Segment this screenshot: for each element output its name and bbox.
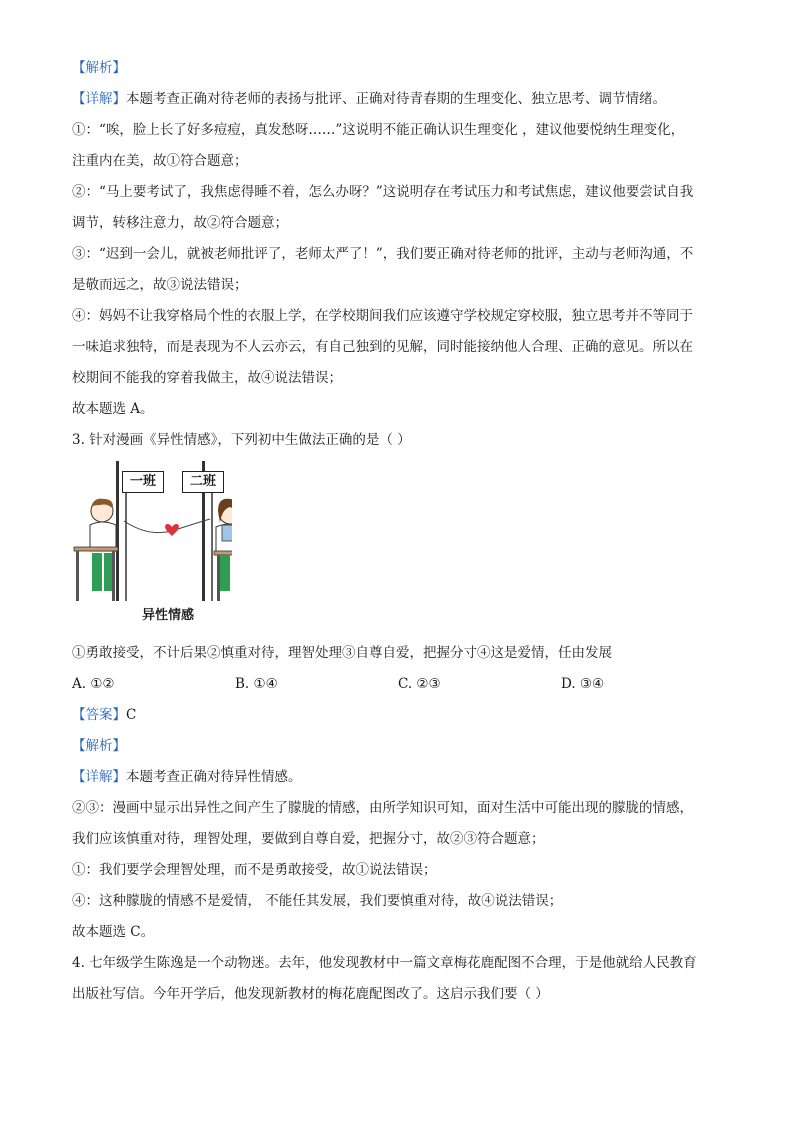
option-c: C. ②③ — [398, 676, 441, 692]
comic-caption: 异性情感 — [142, 608, 195, 623]
q3-statements: ①勇敢接受，不计后果②慎重对待，理智处理③自尊自爱，把握分寸④这是爱情，任由发展 — [72, 645, 612, 661]
q2-point-1a: ①：“唉，脸上长了好多痘痘，真发愁呀……”这说明不能正确认识生理变化 ，建议他要悦纳生理变化， — [72, 122, 685, 138]
q3-answer: 【答案】C — [72, 707, 137, 723]
q2-point-2a: ②：“马上要考试了，我焦虑得睡不着，怎么办呀？”这说明存在考试压力和考试焦虑，建议他要尝试自我 — [72, 184, 694, 200]
q2-detail: 【详解】本题考查正确对待老师的表扬与批评、正确对待青春期的生理变化、独立思考、调节情绪。 — [72, 91, 666, 107]
heart-icon — [165, 524, 179, 536]
q3-point-1a: ②③：漫画中显示出异性之间产生了朦胧的情感，由所学知识可知，面对生活中可能出现的朦胧的情感， — [72, 800, 693, 816]
q2-conclusion: 故本题选 A。 — [72, 401, 154, 417]
q2-point-3a: ③：“迟到一会儿，就被老师批评了，老师太严了！”，我们要正确对待老师的批评，主动与老师沟通，不 — [72, 246, 694, 262]
q2-point-4b: 一味追求独特，而是表现为不人云亦云，有自己独到的见解，同时能接纳他人合理、正确的意见。所以在 — [72, 339, 693, 355]
document-page — [72, 58, 724, 1015]
option-d: D. ③④ — [561, 676, 605, 692]
q3-stem: 3. 针对漫画《异性情感》，下列初中生做法正确的是（ ） — [72, 432, 411, 448]
q3-analysis-tag: 【解析】 — [72, 738, 126, 754]
option-a: A. ①② — [72, 676, 115, 692]
q3-options — [72, 674, 724, 694]
q2-point-3b: 是敬而远之，故③说法错误； — [72, 277, 248, 293]
book-icon — [222, 525, 232, 541]
sign-class-one: 一班 — [122, 471, 164, 493]
q3-point-2: ①：我们要学会理智处理，而不是勇敢接受，故①说法错误； — [72, 862, 437, 878]
q3-point-3: ④：这种朦胧的情感不是爱情， 不能任其发展，我们要慎重对待，故④说法错误； — [72, 893, 563, 909]
q2-point-1b: 注重内在美，故①符合题意； — [72, 153, 248, 169]
q3-conclusion: 故本题选 C。 — [72, 924, 155, 940]
q2-point-2b: 调节，转移注意力，故②符合题意； — [72, 215, 288, 231]
q2-analysis-tag: 【解析】 — [72, 60, 126, 76]
q3-detail: 【详解】本题考查正确对待异性情感。 — [72, 769, 302, 785]
sign-class-two: 二班 — [182, 471, 224, 493]
comic-illustration — [72, 461, 232, 631]
q3-point-1b: 我们应该慎重对待，理智处理，要做到自尊自爱，把握分寸，故②③符合题意； — [72, 831, 545, 847]
girl-leg-left — [220, 555, 230, 591]
boy-leg-left — [92, 553, 102, 591]
q4-stem-a: 4. 七年级学生陈逸是一个动物迷。去年，他发现教材中一篇文章梅花鹿配图不合理，于是他就给人民教育 — [72, 955, 697, 971]
boy-desk — [74, 547, 118, 551]
q4-stem-b: 出版社写信。今年开学后，他发现新教材的梅花鹿配图改了。这启示我们要（ ） — [72, 986, 549, 1002]
option-b: B. ①④ — [235, 676, 278, 692]
q2-point-4c: 校期间不能我的穿着我做主，故④说法错误； — [72, 370, 342, 386]
q2-point-4a: ④：妈妈不让我穿格局个性的衣服上学，在学校期间我们应该遵守学校规定穿校服，独立思考并不等同于 — [72, 308, 693, 324]
girl-desk — [214, 551, 232, 555]
